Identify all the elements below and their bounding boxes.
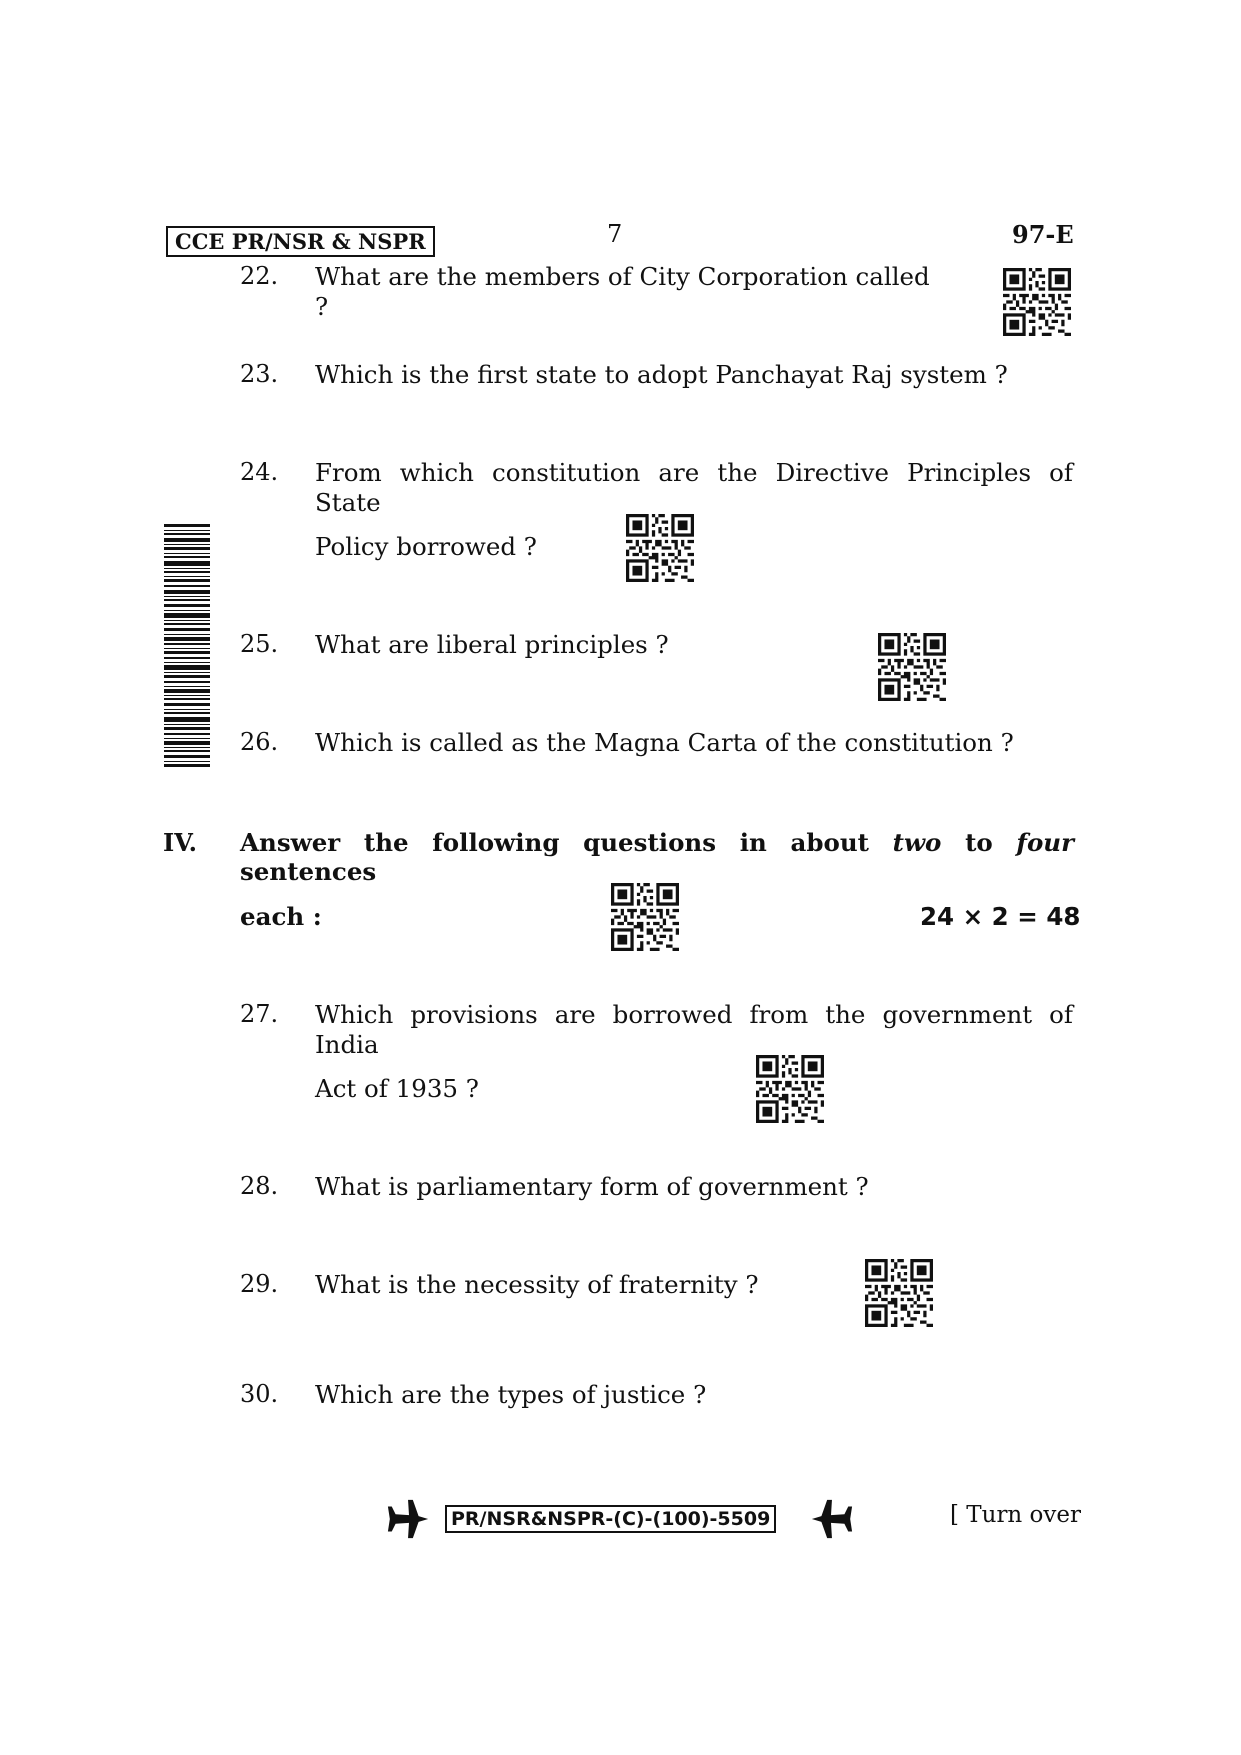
qr-code-icon [864, 1259, 934, 1327]
question-text-line1: From which constitution are the Directive Principles of State [315, 458, 1073, 517]
section-instruction [240, 828, 1074, 886]
question-text: What is the necessity of fraternity ? [315, 1270, 759, 1299]
header-code-box: CCE PR/NSR & NSPR [166, 226, 435, 257]
qr-code-icon [877, 633, 947, 701]
question-number: 26. [240, 728, 279, 756]
question-number: 23. [240, 360, 279, 388]
instruction-emphasis: two [892, 828, 942, 857]
qr-code-icon [1002, 268, 1072, 336]
question-text-line1: Which provisions are borrowed from the government of India [315, 1000, 1073, 1059]
question-number: 25. [240, 630, 279, 658]
question-text: Which is called as the Magna Carta of the constitution ? [315, 728, 1014, 757]
instruction-emphasis: four [1016, 828, 1075, 857]
instruction-part: to [941, 828, 1017, 857]
question-text-line2: Act of 1935 ? [315, 1074, 479, 1103]
section-instruction-end: each : [240, 902, 322, 931]
question-number: 22. [240, 262, 279, 290]
question-text: Which are the types of justice ? [315, 1380, 707, 1409]
question-number: 24. [240, 458, 279, 486]
section-number: IV. [163, 828, 198, 857]
question-number: 30. [240, 1380, 279, 1408]
question-text: What are liberal principles ? [315, 630, 669, 659]
question-number: 29. [240, 1270, 279, 1298]
question-number: 27. [240, 1000, 279, 1028]
question-text: Which is the first state to adopt Panchayat Raj system ? [315, 360, 1008, 389]
instruction-part: Answer the following questions in about [240, 828, 893, 857]
question-text: What is parliamentary form of government ? [315, 1172, 869, 1201]
footer-code-box: PR/NSR&NSPR-(C)-(100)-5509 [445, 1505, 776, 1533]
qr-code-icon [755, 1055, 825, 1123]
question-text: What are the members of City Corporation called ? [315, 262, 930, 321]
qr-code-icon [625, 514, 695, 582]
paper-code: 97-E [1012, 220, 1074, 249]
section-marks: 24 × 2 = 48 [920, 902, 1081, 931]
page-number: 7 [607, 220, 623, 248]
instruction-part: sentences [240, 857, 377, 886]
question-number: 28. [240, 1172, 279, 1200]
barcode-icon [164, 524, 210, 767]
turn-over-label: [ Turn over [950, 1502, 1082, 1528]
airplane-icon [808, 1496, 854, 1542]
question-text-line2: Policy borrowed ? [315, 532, 537, 561]
airplane-icon [386, 1496, 432, 1542]
qr-code-icon [610, 883, 680, 951]
